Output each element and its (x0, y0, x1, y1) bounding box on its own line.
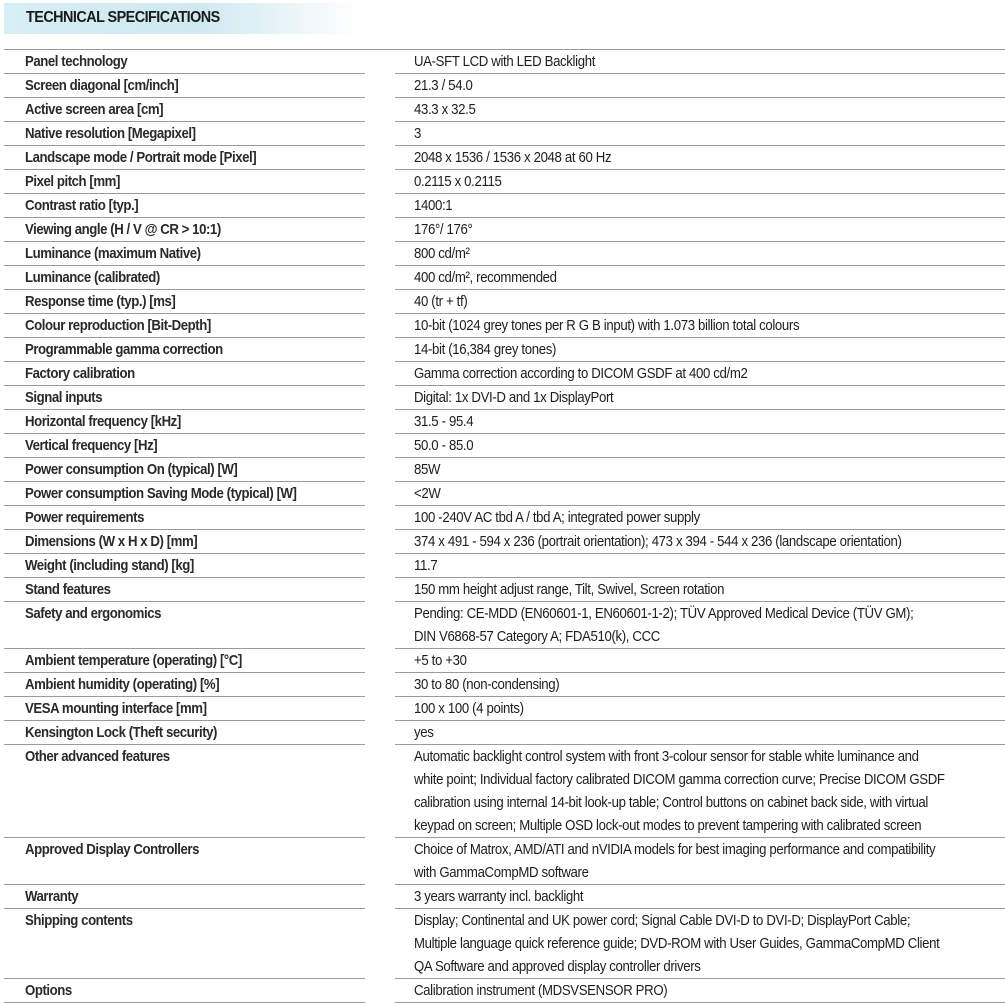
spec-value-line (414, 338, 1005, 361)
spec-label (4, 314, 365, 338)
column-gap (365, 50, 395, 74)
spec-label (4, 554, 365, 578)
spec-value (395, 266, 1005, 290)
spec-value-line (414, 170, 1005, 193)
spec-row (4, 386, 1005, 410)
spec-row (4, 410, 1005, 434)
spec-label (4, 242, 365, 266)
spec-row (4, 98, 1005, 122)
spec-label (4, 673, 365, 697)
spec-value-text: 40 (tr + tf) (414, 293, 468, 310)
column-gap (365, 482, 395, 506)
spec-label-text: Power requirements (25, 509, 144, 526)
spec-value-text: with GammaCompMD software (414, 864, 589, 881)
column-gap (365, 218, 395, 242)
spec-row (4, 909, 1005, 979)
spec-label-text: Programmable gamma correction (25, 341, 223, 358)
spec-value (395, 578, 1005, 602)
spec-value-line (414, 932, 1005, 955)
spec-value-text: Automatic backlight control system with front 3-colour sensor for stable white luminance and (414, 748, 919, 765)
spec-label-text: Luminance (calibrated) (25, 269, 160, 286)
spec-row (4, 122, 1005, 146)
column-gap (365, 721, 395, 745)
spec-value-line (414, 625, 1005, 648)
spec-value (395, 434, 1005, 458)
spec-label-text: Other advanced features (25, 748, 170, 765)
spec-value-line (414, 362, 1005, 385)
spec-value-line (414, 146, 1005, 169)
spec-value-line (414, 242, 1005, 265)
spec-value-line (414, 314, 1005, 337)
column-gap (365, 697, 395, 721)
spec-value-line (414, 979, 1005, 1002)
spec-label (4, 74, 365, 98)
spec-value-line (414, 602, 1005, 625)
spec-label-text: Kensington Lock (Theft security) (25, 724, 218, 741)
spec-label-text: Viewing angle (H / V @ CR > 10:1) (25, 221, 221, 238)
spec-label (4, 458, 365, 482)
spec-label (4, 386, 365, 410)
spec-label (4, 979, 365, 1003)
spec-row (4, 979, 1005, 1003)
spec-value (395, 314, 1005, 338)
spec-value-text: 374 x 491 - 594 x 236 (portrait orientation); 473 x 394 - 544 x 236 (landscape orientation) (414, 533, 902, 550)
spec-value-line (414, 697, 1005, 720)
spec-label-text: Warranty (25, 888, 79, 905)
spec-value-text: 14-bit (16,384 grey tones) (414, 341, 557, 358)
spec-value-text: <2W (414, 485, 441, 502)
spec-row (4, 194, 1005, 218)
spec-label-text: Luminance (maximum Native) (25, 245, 201, 262)
spec-value-line (414, 814, 1005, 837)
spec-value (395, 170, 1005, 194)
spec-label (4, 122, 365, 146)
column-gap (365, 386, 395, 410)
spec-label-text: Weight (including stand) [kg] (25, 557, 194, 574)
spec-label-text: Native resolution [Megapixel] (25, 125, 196, 142)
spec-value-text: 2048 x 1536 / 1536 x 2048 at 60 Hz (414, 149, 612, 166)
spec-value-line (414, 194, 1005, 217)
spec-value-text: Choice of Matrox, AMD/ATI and nVIDIA models for best imaging performance and compatibility (414, 841, 936, 858)
spec-row (4, 50, 1005, 74)
spec-value-text: Multiple language quick reference guide; DVD-ROM with User Guides, GammaCompMD Client (414, 935, 940, 952)
spec-row (4, 649, 1005, 673)
spec-label (4, 146, 365, 170)
spec-label-text: Response time (typ.) [ms] (25, 293, 176, 310)
spec-label-text: Colour reproduction [Bit-Depth] (25, 317, 211, 334)
spec-value-line (414, 578, 1005, 601)
spec-value-line (414, 745, 1005, 768)
spec-label (4, 362, 365, 386)
spec-label-text: Ambient temperature (operating) [°C] (25, 652, 242, 669)
column-gap (365, 434, 395, 458)
spec-row (4, 745, 1005, 838)
spec-label (4, 218, 365, 242)
spec-label-text: Power consumption On (typical) [W] (25, 461, 238, 478)
spec-value-line (414, 122, 1005, 145)
spec-value-line (414, 74, 1005, 97)
spec-value-text: +5 to +30 (414, 652, 467, 669)
spec-row (4, 170, 1005, 194)
column-gap (365, 885, 395, 909)
spec-value (395, 979, 1005, 1003)
spec-value (395, 909, 1005, 979)
column-gap (365, 410, 395, 434)
spec-value-text: Pending: CE-MDD (EN60601-1, EN60601-1-2); TÜV Approved Medical Device (TÜV GM); (414, 605, 914, 622)
spec-row (4, 721, 1005, 745)
spec-label (4, 194, 365, 218)
spec-row (4, 554, 1005, 578)
column-gap (365, 530, 395, 554)
spec-row (4, 458, 1005, 482)
spec-row (4, 482, 1005, 506)
spec-row (4, 838, 1005, 885)
column-gap (365, 909, 395, 979)
spec-label-text: Power consumption Saving Mode (typical) [W] (25, 485, 297, 502)
column-gap (365, 745, 395, 838)
column-gap (365, 554, 395, 578)
spec-value-line (414, 885, 1005, 908)
column-gap (365, 98, 395, 122)
spec-value (395, 410, 1005, 434)
column-gap (365, 74, 395, 98)
spec-row (4, 506, 1005, 530)
spec-row (4, 602, 1005, 649)
column-gap (365, 146, 395, 170)
spec-row (4, 290, 1005, 314)
spec-value (395, 362, 1005, 386)
spec-value-line (414, 909, 1005, 932)
spec-label (4, 170, 365, 194)
column-gap (365, 649, 395, 673)
spec-value (395, 673, 1005, 697)
spec-label-text: Contrast ratio [typ.] (25, 197, 139, 214)
spec-value-line (414, 530, 1005, 553)
spec-value (395, 218, 1005, 242)
spec-value-text: Display; Continental and UK power cord; Signal Cable DVI-D to DVI-D; DisplayPort Cable; (414, 912, 911, 929)
section-title: TECHNICAL SPECIFICATIONS (26, 9, 220, 26)
column-gap (365, 242, 395, 266)
spec-value (395, 458, 1005, 482)
spec-label-text: Screen diagonal [cm/inch] (25, 77, 179, 94)
spec-value-text: 21.3 / 54.0 (414, 77, 473, 94)
spec-label-text: Approved Display Controllers (25, 841, 199, 858)
column-gap (365, 979, 395, 1003)
spec-value (395, 290, 1005, 314)
spec-value (395, 242, 1005, 266)
spec-row (4, 74, 1005, 98)
column-gap (365, 314, 395, 338)
section-header (4, 3, 360, 34)
spec-row (4, 530, 1005, 554)
spec-value-text: Gamma correction according to DICOM GSDF at 400 cd/m2 (414, 365, 748, 382)
spec-row (4, 146, 1005, 170)
spec-value-text: yes (414, 724, 434, 741)
spec-value-text: 400 cd/m², recommended (414, 269, 557, 286)
spec-value-text: UA-SFT LCD with LED Backlight (414, 53, 596, 70)
spec-label (4, 909, 365, 979)
spec-label-text: VESA mounting interface [mm] (25, 700, 207, 717)
spec-label (4, 530, 365, 554)
spec-value-text: 150 mm height adjust range, Tilt, Swivel, Screen rotation (414, 581, 725, 598)
spec-label (4, 50, 365, 74)
spec-value-text: 31.5 - 95.4 (414, 413, 474, 430)
spec-value (395, 386, 1005, 410)
column-gap (365, 838, 395, 885)
spec-value (395, 885, 1005, 909)
spec-row (4, 314, 1005, 338)
spec-row (4, 242, 1005, 266)
spec-value-text: white point; Individual factory calibrated DICOM gamma correction curve; Precise DICOM GSDF (414, 771, 945, 788)
spec-value-text: 43.3 x 32.5 (414, 101, 476, 118)
spec-value (395, 697, 1005, 721)
spec-label (4, 602, 365, 649)
spec-value-line (414, 266, 1005, 289)
spec-label-text: Ambient humidity (operating) [%] (25, 676, 220, 693)
spec-value (395, 745, 1005, 838)
column-gap (365, 266, 395, 290)
spec-row (4, 673, 1005, 697)
spec-value-line (414, 434, 1005, 457)
spec-row (4, 697, 1005, 721)
spec-value-text: 176°/ 176° (414, 221, 473, 238)
spec-label (4, 434, 365, 458)
spec-value (395, 649, 1005, 673)
spec-label (4, 482, 365, 506)
spec-value (395, 506, 1005, 530)
spec-value-line (414, 98, 1005, 121)
spec-label (4, 649, 365, 673)
spec-value (395, 146, 1005, 170)
spec-value-line (414, 838, 1005, 861)
spec-value (395, 721, 1005, 745)
spec-label-text: Horizontal frequency [kHz] (25, 413, 181, 430)
spec-value-text: 800 cd/m² (414, 245, 470, 262)
spec-value-text: Digital: 1x DVI-D and 1x DisplayPort (414, 389, 614, 406)
spec-value-line (414, 861, 1005, 884)
spec-value-text: 85W (414, 461, 441, 478)
spec-value-line (414, 386, 1005, 409)
spec-value-text: 0.2115 x 0.2115 (414, 173, 502, 190)
spec-label-text: Pixel pitch [mm] (25, 173, 120, 190)
spec-value-text: 30 to 80 (non-condensing) (414, 676, 560, 693)
spec-value-line (414, 218, 1005, 241)
column-gap (365, 673, 395, 697)
spec-value (395, 554, 1005, 578)
spec-value (395, 74, 1005, 98)
column-gap (365, 338, 395, 362)
spec-value-text: DIN V6868-57 Category A; FDA510(k), CCC (414, 628, 660, 645)
spec-label (4, 290, 365, 314)
column-gap (365, 458, 395, 482)
column-gap (365, 170, 395, 194)
column-gap (365, 506, 395, 530)
spec-row (4, 885, 1005, 909)
spec-label-text: Shipping contents (25, 912, 133, 929)
column-gap (365, 578, 395, 602)
spec-label (4, 885, 365, 909)
spec-label-text: Stand features (25, 581, 111, 598)
spec-row (4, 266, 1005, 290)
spec-label-text: Active screen area [cm] (25, 101, 164, 118)
spec-value (395, 50, 1005, 74)
spec-value-line (414, 290, 1005, 313)
column-gap (365, 194, 395, 218)
spec-label-text: Factory calibration (25, 365, 135, 382)
spec-value-line (414, 50, 1005, 73)
spec-value-text: 100 x 100 (4 points) (414, 700, 524, 717)
spec-value-line (414, 768, 1005, 791)
spec-label (4, 721, 365, 745)
spec-value-text: keypad on screen; Multiple OSD lock-out modes to prevent tampering with calibrated screen (414, 817, 922, 834)
spec-value-text: 10-bit (1024 grey tones per R G B input) with 1.073 billion total colours (414, 317, 800, 334)
spec-label (4, 838, 365, 885)
spec-label-text: Options (25, 982, 72, 999)
spec-row (4, 362, 1005, 386)
spec-value (395, 122, 1005, 146)
spec-value-text: calibration using internal 14-bit look-up table; Control buttons on cabinet back side, with virtual (414, 794, 929, 811)
spec-value-line (414, 458, 1005, 481)
column-gap (365, 602, 395, 649)
spec-value (395, 194, 1005, 218)
spec-value-text: Calibration instrument (MDSVSENSOR PRO) (414, 982, 668, 999)
spec-value-line (414, 649, 1005, 672)
spec-label (4, 578, 365, 602)
spec-value-line (414, 673, 1005, 696)
spec-value-line (414, 791, 1005, 814)
spec-row (4, 578, 1005, 602)
spec-value (395, 602, 1005, 649)
spec-value (395, 838, 1005, 885)
spec-label-text: Panel technology (25, 53, 128, 70)
spec-value (395, 482, 1005, 506)
spec-value-text: 3 years warranty incl. backlight (414, 888, 584, 905)
spec-value (395, 98, 1005, 122)
spec-label (4, 266, 365, 290)
spec-value-line (414, 410, 1005, 433)
spec-label (4, 745, 365, 838)
column-gap (365, 122, 395, 146)
spec-label (4, 338, 365, 362)
spec-label-text: Vertical frequency [Hz] (25, 437, 158, 454)
spec-value-text: 100 -240V AC tbd A / tbd A; integrated power supply (414, 509, 700, 526)
spec-row (4, 434, 1005, 458)
spec-value-line (414, 482, 1005, 505)
spec-value-line (414, 955, 1005, 978)
spec-value-line (414, 554, 1005, 577)
column-gap (365, 290, 395, 314)
spec-label (4, 98, 365, 122)
spec-value (395, 530, 1005, 554)
spec-value-text: 11.7 (414, 557, 438, 574)
spec-value-text: 1400:1 (414, 197, 453, 214)
spec-table (4, 49, 1005, 1003)
spec-label (4, 506, 365, 530)
spec-value-text: 3 (414, 125, 421, 142)
spec-value-line (414, 506, 1005, 529)
spec-value-text: QA Software and approved display controller drivers (414, 958, 701, 975)
spec-value (395, 338, 1005, 362)
column-gap (365, 362, 395, 386)
spec-row (4, 338, 1005, 362)
spec-label (4, 410, 365, 434)
spec-row (4, 218, 1005, 242)
spec-value-text: 50.0 - 85.0 (414, 437, 474, 454)
spec-value-line (414, 721, 1005, 744)
spec-label-text: Landscape mode / Portrait mode [Pixel] (25, 149, 257, 166)
spec-label-text: Signal inputs (25, 389, 103, 406)
spec-label (4, 697, 365, 721)
spec-label-text: Dimensions (W x H x D) [mm] (25, 533, 198, 550)
spec-label-text: Safety and ergonomics (25, 605, 162, 622)
